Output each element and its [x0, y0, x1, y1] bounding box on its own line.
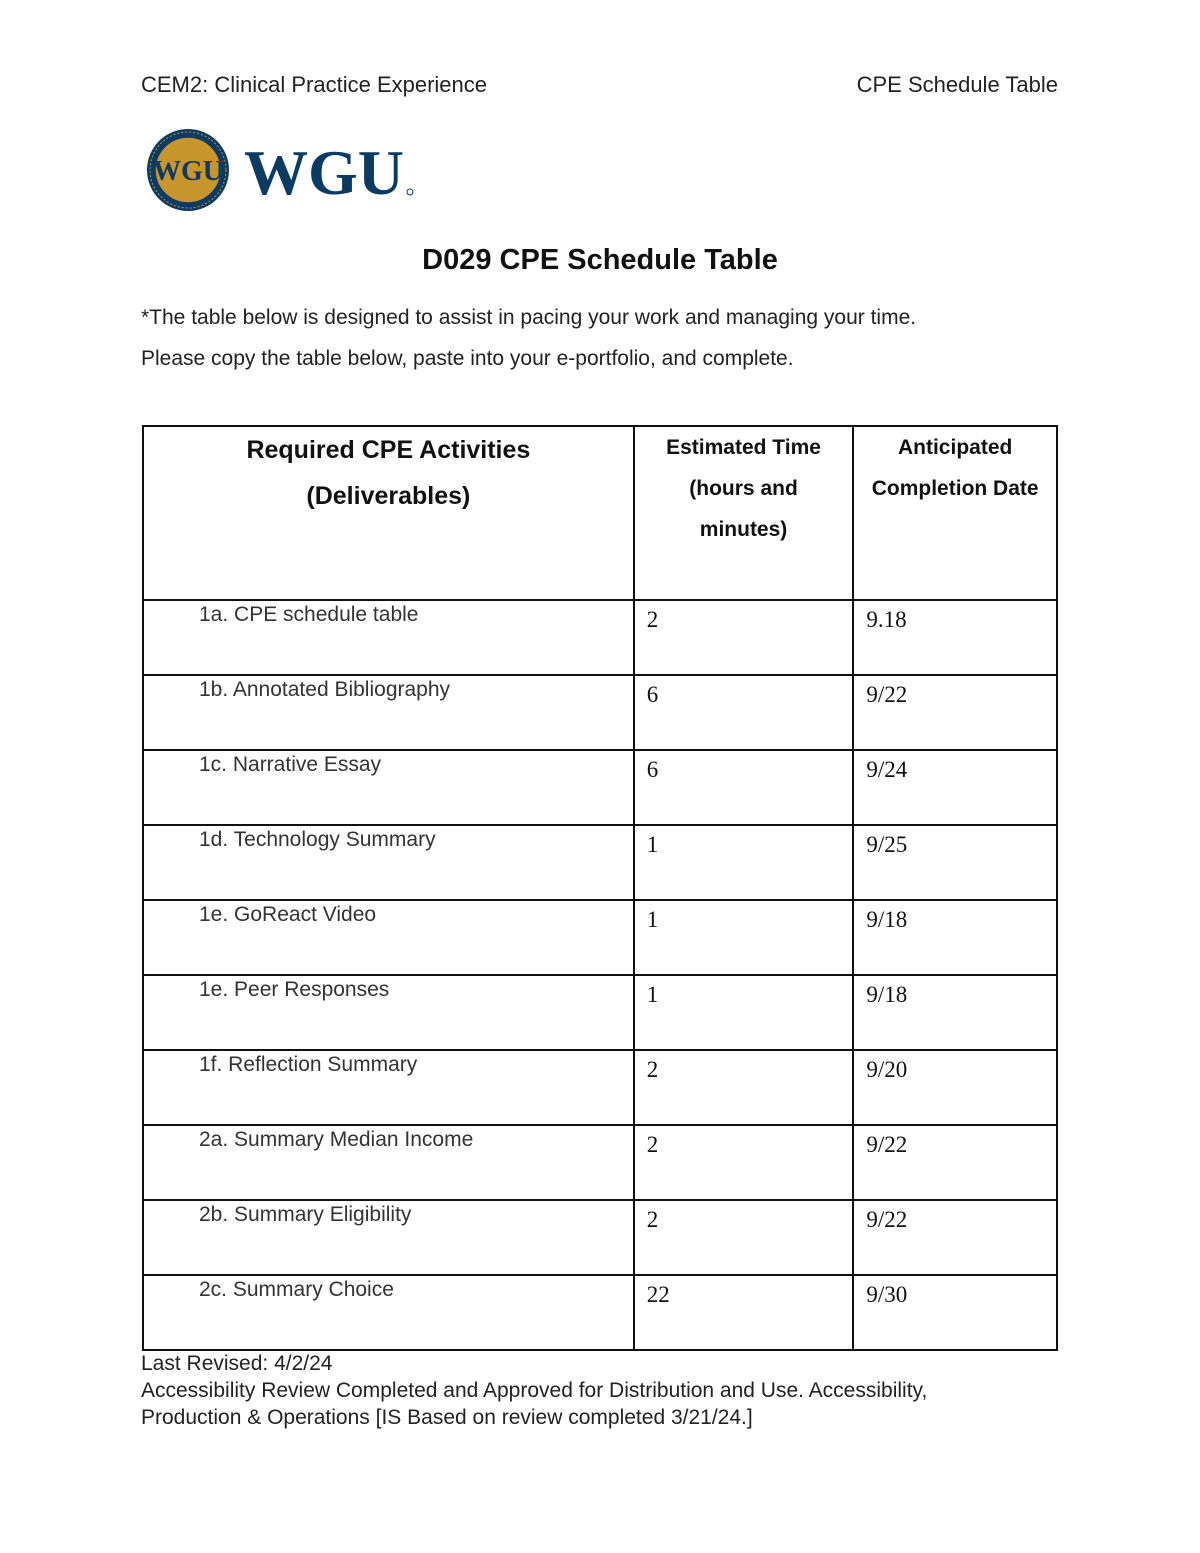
- date-cell: 9.18: [853, 600, 1057, 675]
- header-date-line2: Completion Date: [871, 477, 1039, 500]
- header-completion-date: [853, 426, 1057, 600]
- header-time-line2: (hours and: [689, 477, 798, 500]
- header-time-line3: minutes): [699, 518, 788, 541]
- activity-cell: 1f. Reflection Summary: [143, 1050, 634, 1125]
- time-cell: 2: [634, 1050, 854, 1125]
- activity-cell: 1c. Narrative Essay: [143, 750, 634, 825]
- table-row: [143, 1125, 1057, 1200]
- table-row: [143, 900, 1057, 975]
- time-cell: 6: [634, 750, 854, 825]
- activity-cell: 1b. Annotated Bibliography: [143, 675, 634, 750]
- date-cell: 9/24: [853, 750, 1057, 825]
- time-cell: 1: [634, 900, 854, 975]
- activity-cell: 2c. Summary Choice: [143, 1275, 634, 1350]
- header-course: CEM2: Clinical Practice Experience: [141, 72, 488, 97]
- document-title: D029 CPE Schedule Table: [422, 244, 778, 276]
- date-cell: 9/18: [853, 900, 1057, 975]
- time-cell: 2: [634, 1200, 854, 1275]
- table-row: [143, 975, 1057, 1050]
- time-cell: 1: [634, 825, 854, 900]
- svg-text:WGU: WGU: [153, 156, 223, 187]
- date-cell: 9/30: [853, 1275, 1057, 1350]
- time-cell: 22: [634, 1275, 854, 1350]
- date-cell: 9/22: [853, 1200, 1057, 1275]
- intro-line-1: *The table below is designed to assist in pacing your work and managing your time.: [141, 306, 917, 329]
- activity-cell: 1d. Technology Summary: [143, 825, 634, 900]
- table-row: [143, 600, 1057, 675]
- date-cell: 9/25: [853, 825, 1057, 900]
- revision-footer: [141, 1350, 927, 1431]
- header-activities-line2: (Deliverables): [306, 482, 471, 510]
- date-cell: 9/22: [853, 675, 1057, 750]
- accessibility-note-line2: Production & Operations [IS Based on review completed 3/21/24.]: [141, 1406, 753, 1429]
- accessibility-note-line1: Accessibility Review Completed and Approved for Distribution and Use. Accessibility,: [141, 1379, 928, 1402]
- header-date-line1: Anticipated: [897, 436, 1013, 459]
- cpe-schedule-table: [142, 425, 1058, 1351]
- last-revised: Last Revised: 4/2/24: [141, 1352, 333, 1375]
- table-row: [143, 1275, 1057, 1350]
- time-cell: 2: [634, 1125, 854, 1200]
- activity-cell: 1e. Peer Responses: [143, 975, 634, 1050]
- activity-cell: 1a. CPE schedule table: [143, 600, 634, 675]
- svg-text:WGU: WGU: [244, 137, 404, 208]
- time-cell: 1: [634, 975, 854, 1050]
- activity-cell: 2b. Summary Eligibility: [143, 1200, 634, 1275]
- header-activities: [143, 426, 634, 600]
- table-row: [143, 1200, 1057, 1275]
- header-estimated-time: [634, 426, 854, 600]
- table-row: [143, 1050, 1057, 1125]
- table-row: [143, 825, 1057, 900]
- activity-cell: 2a. Summary Median Income: [143, 1125, 634, 1200]
- header-activities-line1: Required CPE Activities: [246, 436, 531, 464]
- time-cell: 2: [634, 600, 854, 675]
- intro-line-2: Please copy the table below, paste into your e-portfolio, and complete.: [141, 347, 794, 370]
- time-cell: 6: [634, 675, 854, 750]
- table-header-row: [143, 426, 1057, 600]
- wgu-logo: [146, 128, 426, 212]
- date-cell: 9/20: [853, 1050, 1057, 1125]
- activity-cell: 1e. GoReact Video: [143, 900, 634, 975]
- header-doc-type: CPE Schedule Table: [856, 72, 1058, 97]
- table-row: [143, 675, 1057, 750]
- date-cell: 9/18: [853, 975, 1057, 1050]
- date-cell: 9/22: [853, 1125, 1057, 1200]
- table-row: [143, 750, 1057, 825]
- header-time-line1: Estimated Time: [666, 436, 821, 459]
